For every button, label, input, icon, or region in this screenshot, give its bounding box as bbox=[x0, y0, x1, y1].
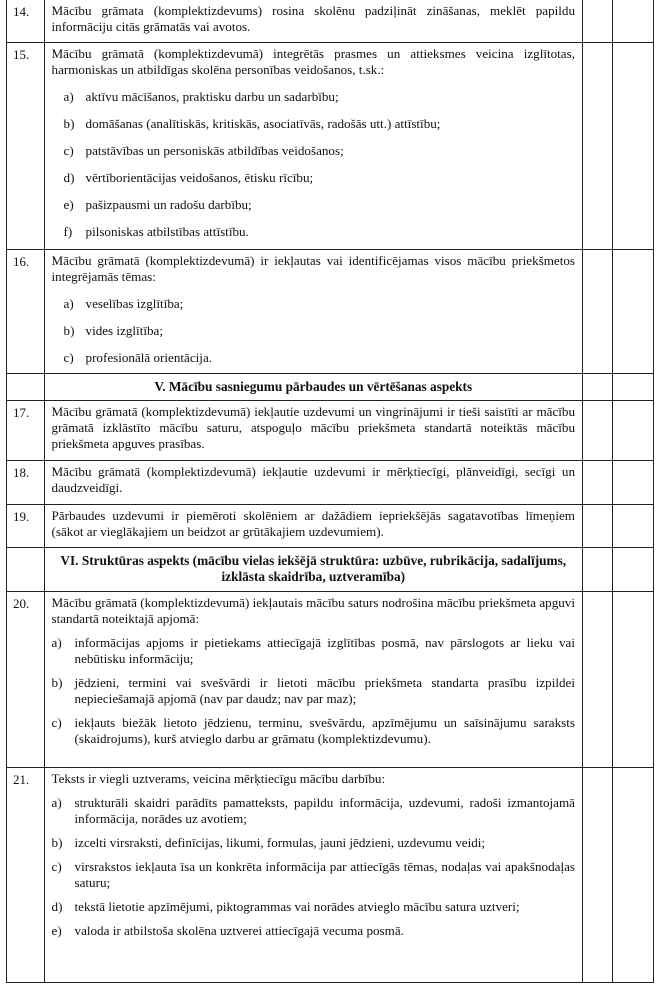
row-number: 15. bbox=[7, 42, 45, 249]
score-cell bbox=[583, 42, 613, 249]
section-header-row bbox=[7, 547, 654, 591]
item-text: izcelti virsraksti, definīcijas, likumi, formulas, jauni jēdzieni, uzdevumu veidi; bbox=[74, 834, 486, 850]
section-spacer-cell bbox=[7, 373, 45, 400]
score-cell bbox=[583, 504, 613, 547]
criteria-table bbox=[6, 0, 654, 983]
section-title: V. Mācību sasniegumu pārbaudes un vērtēšanas aspekts bbox=[44, 373, 582, 400]
item-label: a) bbox=[51, 794, 62, 810]
list-item bbox=[52, 323, 575, 339]
criterion-statement: Pārbaudes uzdevumi ir piemēroti skolēniem ar dažādiem iepriekšējās sagatavotības līmeņiem (sākot ar vieglākajiem un beidzot ar grūtākajiem uzdevumiem). bbox=[51, 507, 575, 539]
item-label: a) bbox=[51, 634, 62, 650]
item-text: pašizpausmi un radošu darbību; bbox=[85, 196, 252, 212]
list-item bbox=[52, 899, 575, 915]
item-label: f) bbox=[63, 223, 73, 239]
notes-cell bbox=[613, 373, 654, 400]
score-cell bbox=[583, 547, 613, 591]
criterion-text bbox=[44, 249, 582, 373]
item-text: strukturāli skaidri parādīts pamatteksts, papildu informācija, uzdevumi, radoši izmantojamā informācija, norādes uz avotiem; bbox=[74, 794, 575, 826]
list-item bbox=[52, 350, 575, 366]
item-label: b) bbox=[63, 322, 75, 338]
notes-cell bbox=[613, 460, 654, 504]
item-text: valoda ir atbilstoša skolēna uztverei attiecīgajā vecuma posmā. bbox=[74, 922, 404, 938]
score-cell bbox=[583, 460, 613, 504]
section-header-row bbox=[7, 373, 654, 400]
list-item bbox=[52, 170, 575, 186]
item-text: aktīvu mācīšanos, praktisku darbu un sadarbību; bbox=[85, 88, 339, 104]
item-text: pilsoniskas atbilstības attīstību. bbox=[85, 223, 249, 239]
item-label: d) bbox=[63, 169, 75, 185]
criterion-statement: Mācību grāmata (komplektizdevums) rosina skolēnu padziļināt zināšanas, meklēt papildu informāciju citās grāmatās vai avotos. bbox=[51, 3, 575, 34]
criterion-text bbox=[44, 767, 582, 982]
notes-cell bbox=[613, 42, 654, 249]
list-item bbox=[52, 143, 575, 159]
item-text: jēdzieni, termini vai svešvārdi ir lietoti mācību priekšmeta standarta prasību izpildei nepieciešamajā apjomā (nav par daudz; nav par maz); bbox=[74, 674, 575, 706]
list-item bbox=[52, 923, 575, 939]
criterion-statement: Teksts ir viegli uztverams, veicina mērķtiecīgu mācību darbību: bbox=[51, 770, 386, 786]
row-number: 18. bbox=[7, 460, 45, 504]
row-number: 21. bbox=[7, 767, 45, 982]
section-spacer-cell bbox=[7, 547, 45, 591]
criterion-row-21 bbox=[7, 767, 654, 982]
criterion-row-16 bbox=[7, 249, 654, 373]
item-text: vērtīborientācijas veidošanos, ētisku rīcību; bbox=[85, 169, 314, 185]
item-label: c) bbox=[51, 714, 62, 730]
notes-cell bbox=[613, 0, 654, 42]
item-label: a) bbox=[63, 295, 74, 311]
item-label: d) bbox=[51, 898, 63, 914]
criterion-row-19 bbox=[7, 504, 654, 547]
criterion-text bbox=[44, 400, 582, 460]
criterion-row-14 bbox=[7, 0, 654, 42]
row-number: 19. bbox=[7, 504, 45, 547]
item-text: patstāvības un personiskās atbildības veidošanos; bbox=[85, 142, 344, 158]
item-label: a) bbox=[63, 88, 74, 104]
criterion-text bbox=[44, 42, 582, 249]
section-title: VI. Struktūras aspekts (mācību vielas iekšējā struktūra: uzbūve, rubrikācija, sadalījums, izklāsta skaidrība, uztveramība) bbox=[44, 547, 582, 591]
criterion-statement: Mācību grāmatā (komplektizdevumā) iekļautie uzdevumi un vingrinājumi ir tieši saistīti ar mācību grāmatā izklāstīto mācību saturu, atspoguļo mācību priekšmeta standartā noteiktās mācību priekšmeta apguves prasības. bbox=[51, 403, 575, 451]
notes-cell bbox=[613, 400, 654, 460]
item-text: domāšanas (analītiskās, kritiskās, asociatīvās, radošās utt.) attīstību; bbox=[85, 115, 441, 131]
row-number: 20. bbox=[7, 591, 45, 767]
item-label: e) bbox=[63, 196, 74, 212]
item-text: veselības izglītība; bbox=[85, 295, 184, 311]
score-cell bbox=[583, 249, 613, 373]
item-text: vides izglītība; bbox=[85, 322, 163, 338]
criterion-statement: Mācību grāmatā (komplektizdevumā) iekļautais mācību saturs nodrošina mācību priekšmeta apguvi standartā noteiktajā apjomā: bbox=[51, 594, 575, 626]
score-cell bbox=[583, 767, 613, 982]
item-label: c) bbox=[51, 858, 62, 874]
list-item bbox=[52, 795, 575, 827]
list-item bbox=[52, 835, 575, 851]
criterion-text bbox=[44, 591, 582, 767]
score-cell bbox=[583, 373, 613, 400]
notes-cell bbox=[613, 591, 654, 767]
criterion-text bbox=[44, 504, 582, 547]
item-label: b) bbox=[51, 674, 63, 690]
row-number: 16. bbox=[7, 249, 45, 373]
item-label: c) bbox=[63, 349, 74, 365]
row-number: 14. bbox=[7, 0, 45, 42]
notes-cell bbox=[613, 767, 654, 982]
list-item bbox=[52, 296, 575, 312]
item-label: b) bbox=[51, 834, 63, 850]
item-text: tekstā lietotie apzīmējumi, piktogrammas vai norādes atvieglo mācību satura uztveri; bbox=[74, 898, 520, 914]
criterion-text bbox=[44, 0, 582, 42]
item-label: b) bbox=[63, 115, 75, 131]
criterion-statement: Mācību grāmatā (komplektizdevumā) integrētās prasmes un attieksmes veicina izglītotas, harmoniskas un atbildīgas skolēna personības veidošanos, t.sk.: bbox=[51, 45, 575, 77]
item-label: c) bbox=[63, 142, 74, 158]
score-cell bbox=[583, 591, 613, 767]
criterion-statement: Mācību grāmatā (komplektizdevumā) iekļautie uzdevumi ir mērķtiecīgi, plānveidīgi, secīgi un daudzveidīgi. bbox=[51, 463, 575, 495]
score-cell bbox=[583, 0, 613, 42]
criterion-row-20 bbox=[7, 591, 654, 767]
row-number: 17. bbox=[7, 400, 45, 460]
criterion-row-17 bbox=[7, 400, 654, 460]
notes-cell bbox=[613, 547, 654, 591]
notes-cell bbox=[613, 249, 654, 373]
criterion-statement: Mācību grāmatā (komplektizdevumā) ir iekļautas vai identificējamas visos mācību priekšmetos integrējamās tēmas: bbox=[51, 252, 575, 284]
list-item bbox=[52, 116, 575, 132]
item-text: virsrakstos iekļauta īsa un konkrēta informācija par attiecīgās tēmas, nodaļas vai apakšnodaļas saturu; bbox=[74, 858, 575, 890]
list-item bbox=[52, 197, 575, 213]
item-label: e) bbox=[51, 922, 62, 938]
list-item bbox=[52, 635, 575, 667]
list-item bbox=[52, 675, 575, 707]
criterion-text bbox=[44, 460, 582, 504]
item-text: informācijas apjoms ir pietiekams attiecīgajā izglītības posmā, nav pārslogots ar lieku vai nebūtisku informāciju; bbox=[74, 634, 575, 666]
notes-cell bbox=[613, 504, 654, 547]
criterion-row-18 bbox=[7, 460, 654, 504]
list-item bbox=[52, 89, 575, 105]
item-text: iekļauts biežāk lietoto jēdzienu, terminu, svešvārdu, apzīmējumu un saīsinājumu saraksts (skaidrojums), kurš atvieglo darbu ar grāmatu (komplektizdevumu). bbox=[74, 714, 575, 746]
list-item bbox=[52, 715, 575, 747]
item-text: profesionālā orientācija. bbox=[85, 349, 213, 365]
list-item bbox=[52, 859, 575, 891]
criterion-row-15 bbox=[7, 42, 654, 249]
score-cell bbox=[583, 400, 613, 460]
list-item bbox=[52, 224, 575, 240]
